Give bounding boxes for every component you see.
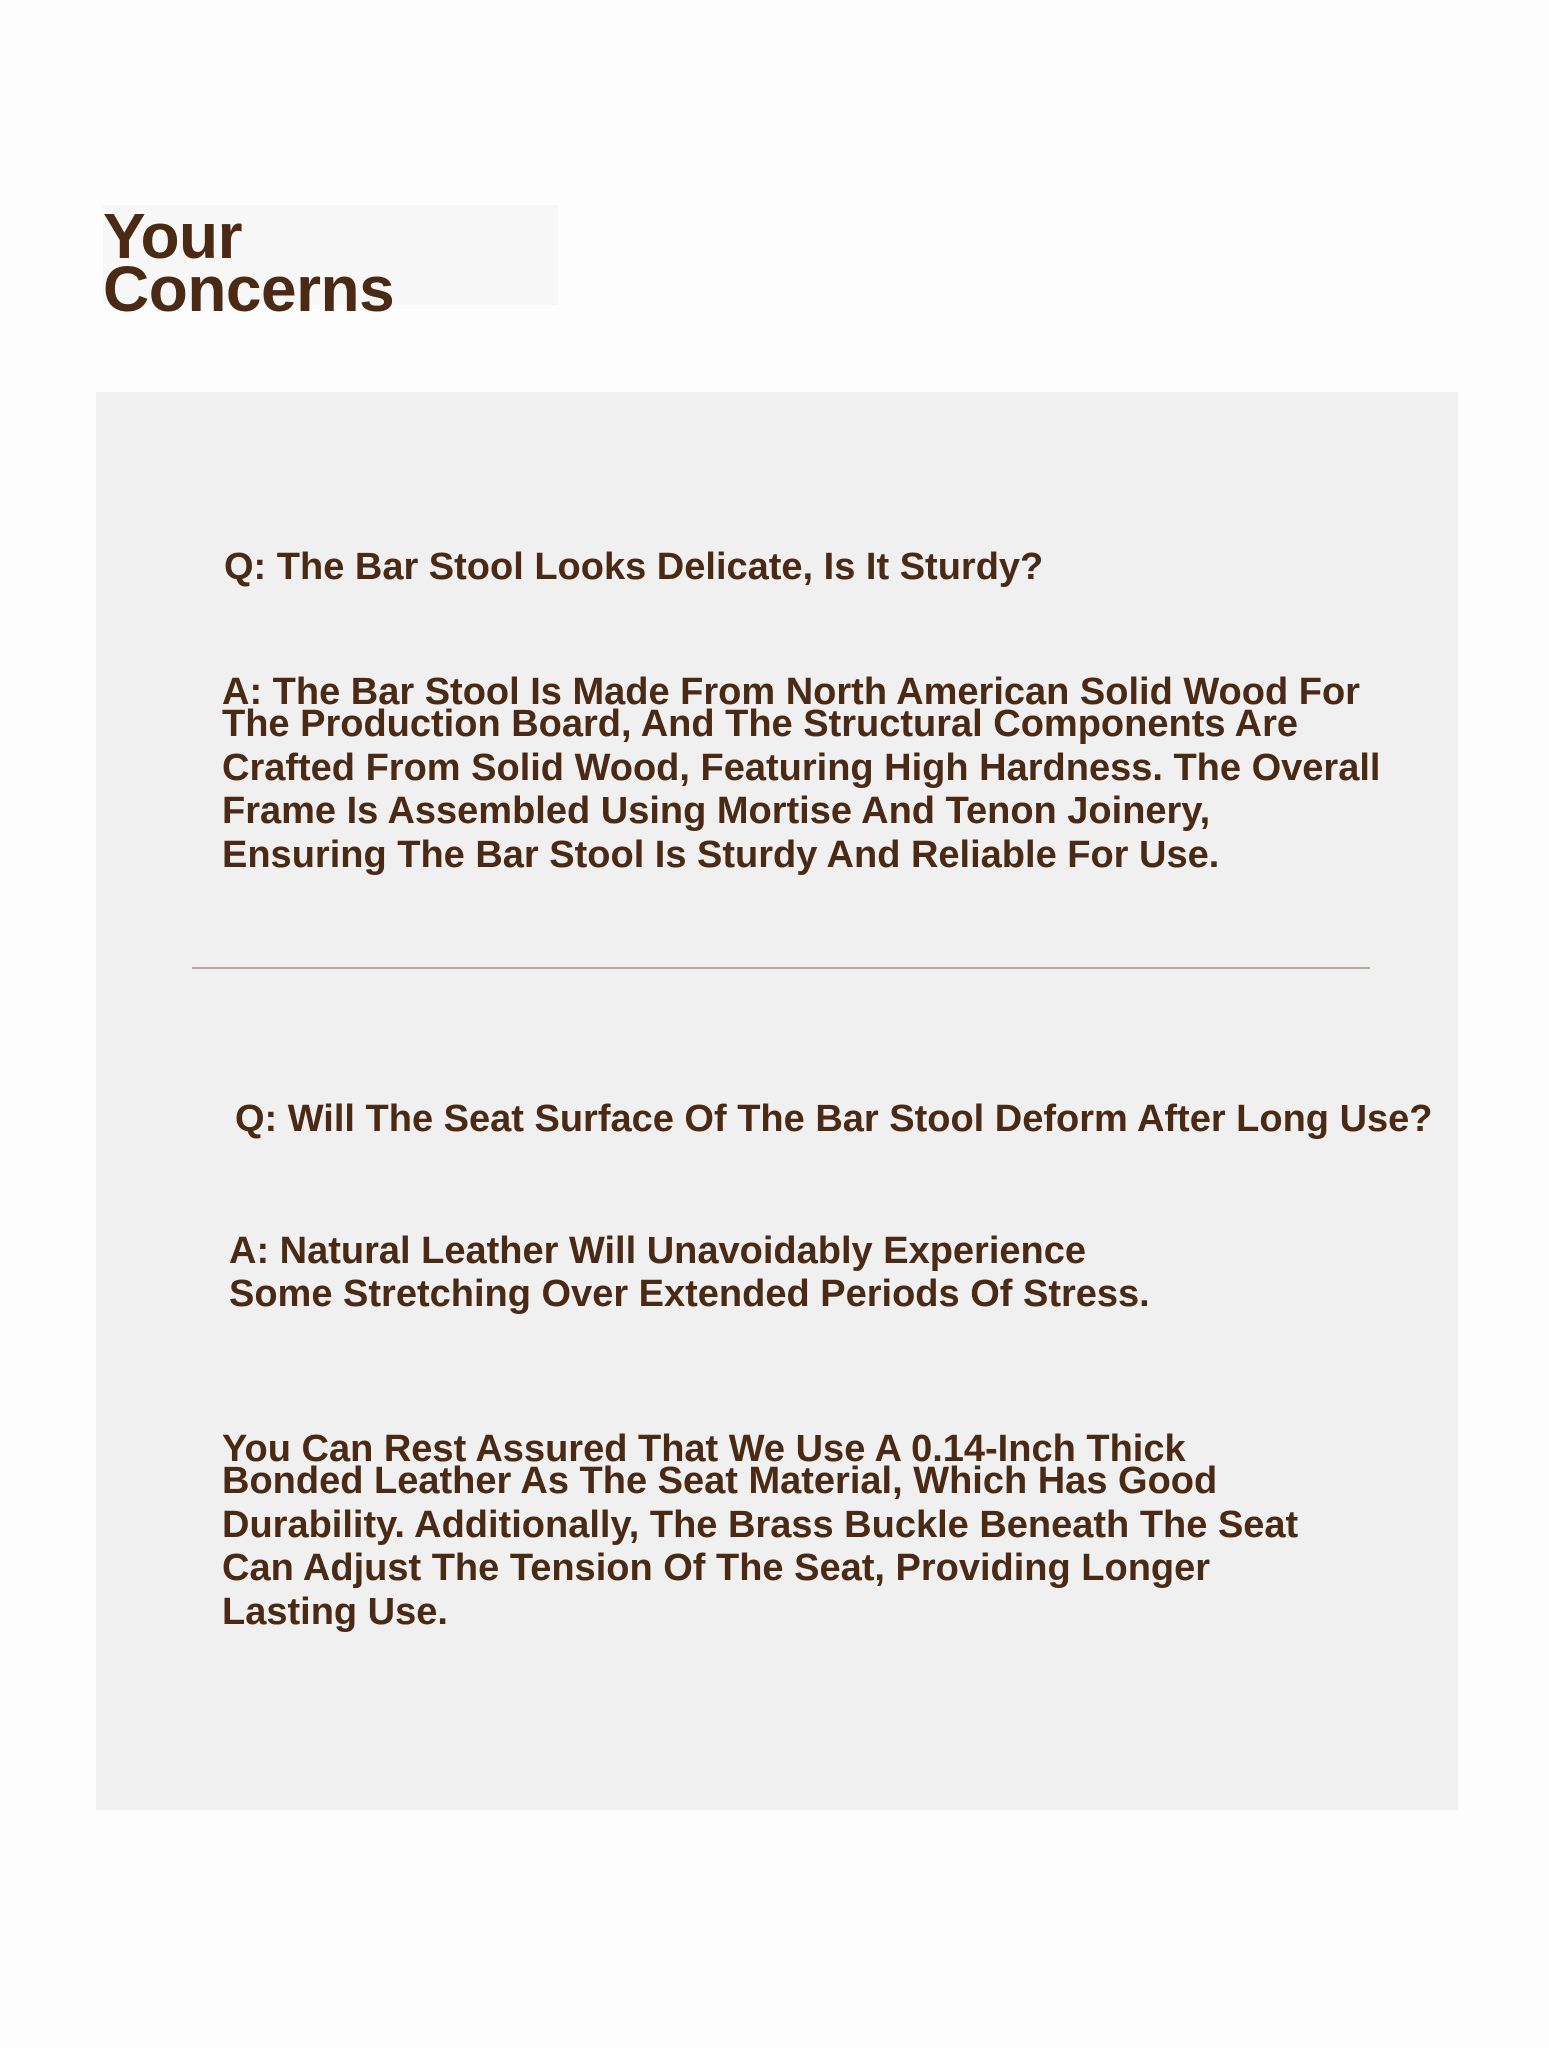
faq-answer-2-line-2: Some Stretching Over Extended Periods Of Stress. xyxy=(229,1273,1150,1315)
faq-answer-1-line-3: Crafted From Solid Wood, Featuring High Hardness. The Overall xyxy=(222,747,1381,789)
page-title xyxy=(103,200,558,325)
faq-divider xyxy=(192,967,1370,969)
faq-question-2: Q: Will The Seat Surface Of The Bar Stool Deform After Long Use? xyxy=(235,1098,1433,1140)
faq-answer-1-line-1: A: The Bar Stool Is Made From North American Solid Wood For xyxy=(222,671,1360,713)
page-title-line-2: Concerns xyxy=(103,253,395,325)
faq-answer-1-line-5: Ensuring The Bar Stool Is Sturdy And Reliable For Use. xyxy=(222,834,1220,876)
faq-panel xyxy=(96,392,1458,1810)
faq-answer-2-line-1: A: Natural Leather Will Unavoidably Experience xyxy=(229,1230,1087,1272)
faq-answer-2-extra-line-2: Bonded Leather As The Seat Material, Which Has Good xyxy=(222,1460,1218,1502)
faq-answer-2-extra-line-3: Durability. Additionally, The Brass Buckle Beneath The Seat xyxy=(222,1504,1299,1546)
faq-answer-1-line-2: The Production Board, And The Structural Components Are xyxy=(222,703,1299,745)
faq-answer-2-extra-line-4: Can Adjust The Tension Of The Seat, Providing Longer xyxy=(222,1547,1211,1589)
faq-question-1: Q: The Bar Stool Looks Delicate, Is It Sturdy? xyxy=(224,546,1044,588)
faq-answer-1-line-4: Frame Is Assembled Using Mortise And Tenon Joinery, xyxy=(222,790,1211,832)
page-title-line-1: Your xyxy=(103,200,243,272)
faq-answer-2-extra-line-5: Lasting Use. xyxy=(222,1591,448,1633)
faq-answer-2-extra-line-1: You Can Rest Assured That We Use A 0.14-Inch Thick xyxy=(222,1428,1186,1470)
